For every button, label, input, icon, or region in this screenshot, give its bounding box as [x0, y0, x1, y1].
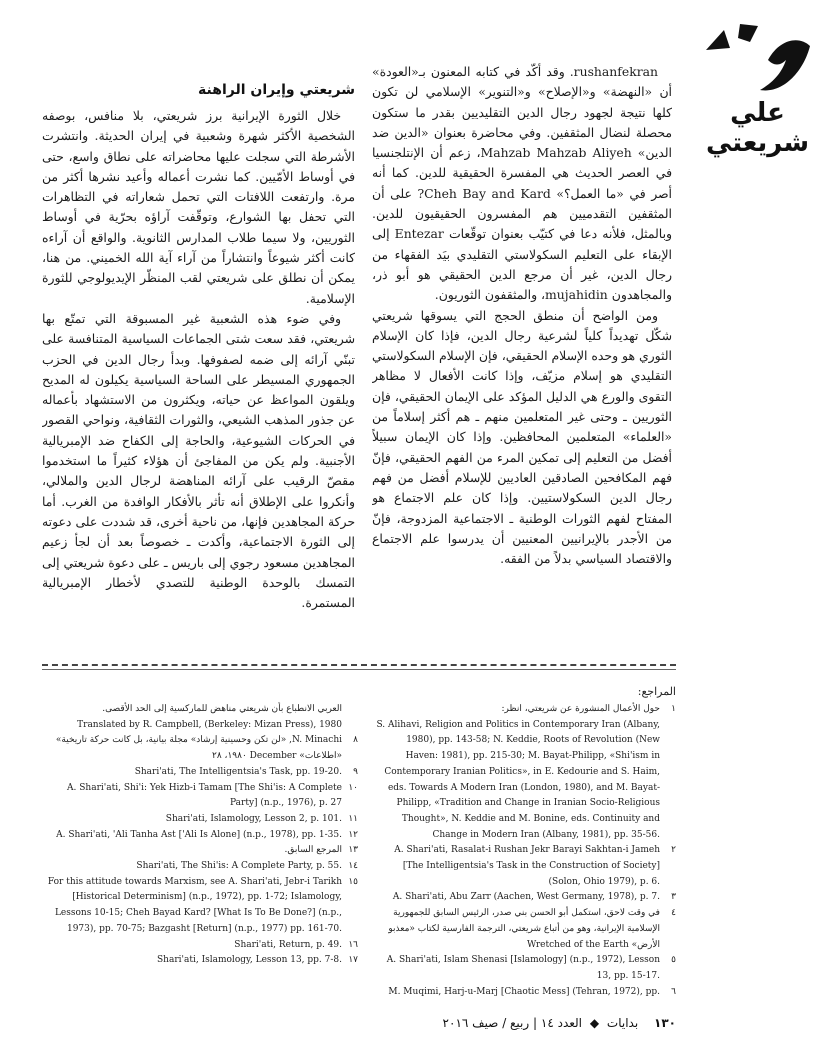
- paragraph: ومن الواضح أن منطق الحجج التي يسوقها شريعتي شكّل تهديداً كلياً لشرعية رجال الدين، فإذا كان الإسلام الثوري هو وحده الإسلام الحقيقي، فإن الإسلام السكولاستي التقليدي هو إسلام مزيّف، وإذا كانت الأفعال لا مظاهر التقوى والورع هي الدليل المؤكد على الإيمان الحقيقي، فإن الثوريين ـ وحتى غير المتعلمين منهم ـ هم أكثر إسلاماً من «العلماء» المتعلمين المحافظين. وإذا كان الإيمان سبيلاً أفضل من التعليم إلى تمكين المرء من الفهم الحقيقي، فإنّ فهم المكافحين الصادقين العاديين للإسلام أفضل من فهم رجال الدين السكولاستيين. وإذا كان علم الاجتماع هو المفتاح لفهم الثورات الوطنية ـ الاجتماعية المزدوجة، فإنّ من الأجدر بالإيرانيين المعنيين أن يدرسوا علم الاجتماع والاقتصاد السياسي بدلاً من الفقه.: [372, 307, 672, 567]
- note-item: ١٥ For this attitude towards Marxism, see A. Shari'ati, Jebr-i Tarikh [Historical Determinism] (n.p., 1972), pp. 1-72; Islamology, Lessons 10-15; Cheh Bayad Kard? [What Is To Be Done?] (n.p., 1973), pp. 70-75; Bazgasht [Return] (n.p., 1977) pp. 161-70.: [47, 876, 358, 934]
- note-item: ١٣ المرجع السابق.: [284, 845, 358, 856]
- note-item: ٤ في وقت لاحق، استكمل أبو الحسن بني صدر، الرئيس السابق للجمهورية الإسلامية الإيرانية، وهو من أتباع شريعتي، الترجمة الفارسية لكتاب «معذبو الأرض» Wretched of the Earth: [388, 908, 676, 950]
- notes-left-column: [42, 702, 358, 1002]
- journal-name: بدايات: [606, 1016, 639, 1030]
- paragraph: وفي ضوء هذه الشعبية غير المسبوقة التي تمتّع بها شريعتي، فقد سعت شتى الجماعات السياسية المتنافسة على تبنّي آرائه إلى ضمه لصفوفها. وبدأ رجال الدين في الحزب الجمهوري المسيطر على الساحة السياسية يكيلون له المديح ويلقون المواعظ عن حياته، ويكثرون من الاستشهاد بأعماله عن جذور المذهب الشيعي، والثورات الثقافية، ونواحي القصور في الحركات الشيوعية، والحاجة إلى الكفاح ضد الإمبريالية الأجنبية. ولم يكن من المفاجئ أن هؤلاء كثيراً ما استخدموا مقصّ الرقيب على آرائه المناهضة لرجال الدين والملالي، وأنكروا على الإطلاق أنه تأثر بالأفكار الوافدة من الغرب. أما حركة المجاهدين فإنها، من ناحية أخرى، قد شددت على دعوته إلى الثورة الاجتماعية، وأكدت ـ خصوصاً بعد أن لجأ زعيم المجاهدين مسعود رجوي إلى باريس ـ على دعوة شريعتي إلى التمسك بالوحدة الوطنية للتصدي لأخطار الإمبريالية المستمرة.: [42, 310, 355, 611]
- logo-wordmark: علي شريعتي: [705, 98, 810, 158]
- note-item: Translated by R. Campbell, (Berkeley: Mizan Press), 1980: [77, 719, 342, 730]
- section-divider: [42, 664, 676, 670]
- page-footer: [442, 1016, 676, 1030]
- note-item: العربي الانطباع بأن شريعتي مناهض للماركسية إلى الحد الأقصى.: [102, 704, 342, 714]
- note-item: ١٦ Shari'ati, Return, p. 49.: [234, 939, 358, 950]
- paragraph: rushanfekran. وقد أكّد في كتابه المعنون بـ«العودة» أن «النهضة» و«الإصلاح» و«التنوير» الإسلامي لن تكون كلها نتيجة لجهود رجال الدين التقليديين بقدر ما ستكون محصلة لنضال المثقفين. وفي محاضرة بعنوان «الدين ضد الدين» Mahzab Mahzab Aliyeh، زعم أن الإنتلجنسيا في العصر الحديث هي المفسرة الحقيقية للدين. كما أنه أصر في «ما العمل؟» Cheh Bay and Kard? على أن المثقفين التقدميين هم المفسرون الحقيقيون للدين. وبالمثل، فلأنه دعا في كتيّب بعنوان توقّعات Entezar إلى الإبقاء على التعليم السكولاستي التقليدي بيَد الفقهاء من رجال الدين، غير أن مرجع الدين الحقيقي هو أبو ذر، والمجاهدون mujahidin، والمثقفون الثوريون.: [372, 64, 672, 303]
- section-title: شريعتي وإيران الراهنة: [198, 82, 355, 98]
- note-item: ٣ A. Shari'ati, Abu Zarr (Aachen, West Germany, 1978), p. 7.: [392, 892, 676, 903]
- note-item: ١٧ Shari'ati, Islamology, Lesson 13, pp. 7-8.: [157, 955, 358, 966]
- note-item: ١٤ Shari'ati, The Shi'is: A Complete Party, p. 55.: [136, 861, 358, 872]
- note-item: ١ حول الأعمال المنشورة عن شريعتي، انظر:: [501, 704, 676, 714]
- separator: |: [529, 1016, 538, 1030]
- page-number: ١٣٠: [654, 1016, 676, 1030]
- right-column: [372, 62, 672, 660]
- issue-number: العدد ١٤: [540, 1016, 583, 1030]
- note-item: ١٢ A. Shari'ati, 'Ali Tanha Ast ['Ali Is Alone] (n.p., 1978), pp. 1-35.: [56, 829, 358, 840]
- notes-heading: المراجع:: [637, 685, 676, 698]
- left-column: [42, 106, 355, 660]
- paragraph: خلال الثورة الإيرانية برز شريعتي، بلا منافس، بوصفه الشخصية الأكثر شهرة وشعبية في إيران الحديثة. وانتشرت الأشرطة التي سجلت عليها محاضراته على نطاق واسع، حتى في أوساط الأمّيين. كما نشرت أعماله وأعيد نشرها أكثر من مرة. وارتفعت اللافتات التي تحمل شعاراته في التظاهرات التي تحفل بها الشوارع، وتوقّفت آراؤه بحرّية في أوساط الثوريين، ولا سيما طلاب المدارس الثانوية. والواقع أن آراءه كانت أكثر شيوعاً وانتشاراً من آراء آية الله الخميني. من هنا، يمكن أن نطلق على شريعتي لقب المنظّر الإيديولوجي للثورة الإسلامية.: [42, 108, 355, 306]
- brush-stroke-icon: [700, 20, 815, 100]
- issue-season: ربيع / صيف ٢٠١٦: [442, 1016, 530, 1030]
- note-item: ٦ M. Muqimi, Harj-u-Marj [Chaotic Mess] (Tehran, 1972), pp.: [388, 986, 676, 997]
- note-item: ١٠ A. Shari'ati, Shi'i: Yek Hizb-i Tamam [The Shi'is: A Complete Party] (n.p., 1976), p. 27: [67, 782, 358, 809]
- note-item: S. Alihavi, Religion and Politics in Contemporary Iran (Albany, 1980), pp. 143-58; N. Keddie, Roots of Revolution (New Haven: 1981), pp. 215-30; M. Bayat-Philipp, «Shi'ism in Contemporary Iranian Politics», in E. Kedourie and S. Haim, eds. Towards A Modern Iran (London, 1980), and M. Bayat-Philipp, «Tradition and Change in Iranian Socio-Religious Thought», N. Keddie and M. Bonine, eds. Continuity and Change in Modern Iran (Albany, 1981), pp. 35-56.: [376, 719, 660, 840]
- notes-right-column: [372, 702, 676, 1002]
- diamond-icon: ◆: [589, 1016, 600, 1030]
- note-item: ٥ A. Shari'ati, Islam Shenasi [Islamology] (n.p., 1972), Lesson 13, pp. 15-17.: [386, 955, 676, 981]
- note-item: ٩ Shari'ati, The Intelligentsia's Task, pp. 19-20.: [134, 766, 358, 777]
- note-item: ٢ A. Shari'ati, Rasalat-i Rushan Jekr Barayi Sakhtan-i Jameh [The Intelligentsia's Task in the Construction of Society] (Solon, Ohio 1979), p. 6.: [394, 845, 676, 887]
- note-item: ١١ Shari'ati, Islamology, Lesson 2, p. 101.: [165, 813, 358, 824]
- note-item: ٨ N. Minachi, «لن تكن وحسينية إرشاد» مجلة بيانية، بل كانت حركة تاريخية» «اطلاعات» December ١٩٨٠، ٢٨: [55, 735, 358, 762]
- author-logo: [700, 20, 815, 158]
